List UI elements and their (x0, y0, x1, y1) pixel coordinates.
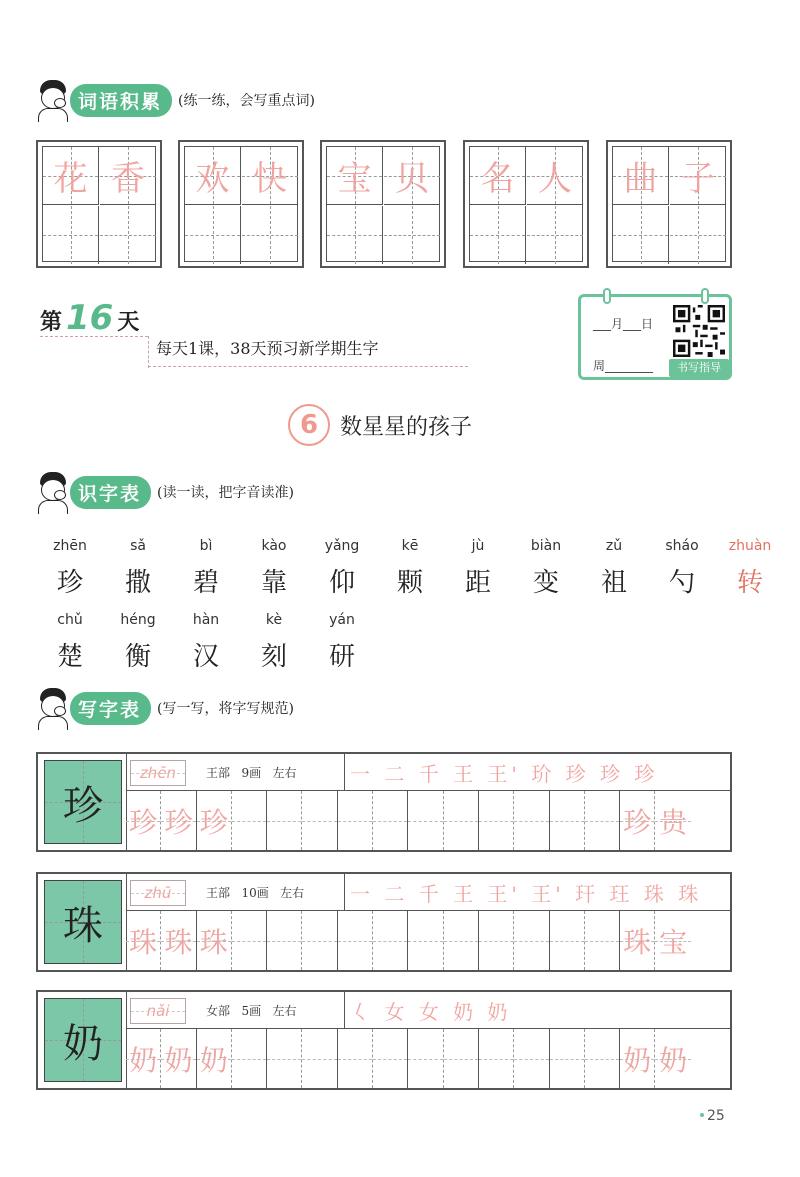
pinyin: jù (471, 538, 485, 554)
hanzi: 祖 (600, 568, 627, 598)
tian-cell[interactable] (613, 147, 669, 205)
reading-item (172, 538, 240, 599)
writing-row (36, 872, 732, 972)
practice-cell[interactable] (655, 911, 690, 970)
trace-char: 奶 (129, 1043, 158, 1077)
trace-char: 宝 (337, 159, 372, 199)
reading-item (580, 538, 648, 599)
pinyin: hàn (192, 612, 220, 628)
practice-cell[interactable] (373, 1029, 408, 1088)
practice-cell[interactable] (197, 911, 232, 970)
hanzi: 勺 (668, 568, 695, 598)
pinyin: zhū (144, 884, 172, 902)
section-label: 写字表 (70, 692, 151, 725)
tian-cell[interactable] (613, 206, 669, 264)
practice-cell[interactable] (408, 1029, 443, 1088)
practice-cell[interactable] (479, 911, 514, 970)
section-label: 词语积累 (70, 84, 172, 117)
practice-cell[interactable] (338, 911, 373, 970)
practice-cell[interactable] (620, 791, 655, 850)
practice-cell[interactable] (232, 911, 267, 970)
practice-cell[interactable] (373, 791, 408, 850)
practice-cell[interactable] (444, 1029, 479, 1088)
tian-cell[interactable] (670, 147, 726, 205)
practice-cell[interactable] (197, 1029, 232, 1088)
tian-cell[interactable] (670, 206, 726, 264)
pinyin: bì (199, 538, 213, 554)
reading-item (376, 538, 444, 599)
hanzi: 转 (736, 568, 763, 598)
tian-cell[interactable] (470, 206, 526, 264)
practice-cell[interactable] (585, 1029, 620, 1088)
pinyin: zhuàn (728, 538, 772, 554)
qr-label: 书写指导 (669, 359, 729, 377)
divider (40, 336, 148, 337)
hanzi: 距 (464, 568, 491, 598)
pinyin: héng (120, 612, 156, 628)
date-qr-badge (578, 294, 732, 380)
trace-char: 珍 (129, 805, 158, 839)
pinyin: kē (401, 538, 419, 554)
vocab-section-header (34, 78, 315, 122)
reading-item (240, 538, 308, 599)
day-heading (40, 298, 139, 338)
tian-cell[interactable] (185, 147, 241, 205)
trace-char: 宝 (659, 925, 688, 959)
pinyin: biàn (530, 538, 562, 554)
trace-char: 奶 (623, 1043, 652, 1077)
writing-section-header (34, 686, 294, 730)
day-number: 16 (66, 298, 114, 338)
trace-char: 珠 (199, 925, 228, 959)
day-slogan: 每天1课，38天预习新学期生字 (156, 339, 379, 358)
binder-ring-icon (603, 288, 611, 304)
hanzi: 仰 (328, 568, 355, 598)
tian-cell[interactable] (327, 206, 383, 264)
pinyin: nǎi (146, 1002, 170, 1020)
trace-char: 欢 (195, 159, 230, 199)
kid-mascot-icon (34, 78, 74, 122)
writing-row (36, 990, 732, 1090)
reading-item (104, 612, 172, 673)
practice-cell[interactable] (444, 791, 479, 850)
day-suffix: 天 (117, 310, 140, 335)
hanzi: 汉 (192, 642, 219, 672)
practice-cell[interactable] (267, 911, 302, 970)
practice-cells (126, 791, 730, 850)
practice-cell[interactable] (267, 791, 302, 850)
practice-cell[interactable] (620, 1029, 655, 1088)
practice-cells (126, 911, 730, 970)
hanzi: 刻 (260, 642, 287, 672)
tian-cell[interactable] (100, 147, 156, 205)
model-char: 珍 (63, 782, 103, 829)
tian-cell[interactable] (242, 147, 298, 205)
char-info: 女部 5画 左右 (206, 1004, 297, 1018)
model-char: 珠 (63, 902, 103, 949)
pinyin-box (130, 760, 186, 786)
practice-cell[interactable] (267, 1029, 302, 1088)
pinyin: zǔ (605, 538, 623, 554)
kid-mascot-icon (34, 470, 74, 514)
tian-cell[interactable] (43, 147, 99, 205)
stroke-order: 一 二 千 王 王' 王' 玕 玨 珠 珠 (350, 882, 703, 906)
trace-char: 贝 (395, 159, 429, 199)
trace-char: 曲 (623, 159, 658, 199)
reading-section-header (34, 470, 294, 514)
practice-cell[interactable] (655, 1029, 690, 1088)
dot-icon (700, 1113, 704, 1117)
reading-item (104, 538, 172, 599)
tian-cell[interactable] (384, 206, 440, 264)
practice-cell[interactable] (232, 1029, 267, 1088)
pinyin: chǔ (57, 612, 83, 628)
section-note: (写一写，将字写规范) (157, 701, 294, 717)
reading-item (36, 538, 104, 599)
reading-row (36, 612, 376, 673)
practice-cell[interactable] (550, 791, 585, 850)
pinyin: kè (265, 612, 283, 628)
trace-char: 奶 (199, 1043, 228, 1077)
trace-char: 奶 (659, 1043, 688, 1077)
binder-ring-icon (701, 288, 709, 304)
trace-char: 珍 (164, 805, 193, 839)
hanzi: 靠 (260, 568, 287, 598)
hanzi: 楚 (56, 642, 83, 672)
pinyin: sǎ (130, 538, 146, 554)
reading-item (308, 612, 376, 673)
practice-cell[interactable] (373, 911, 408, 970)
reading-item (172, 612, 240, 673)
practice-cell[interactable] (550, 1029, 585, 1088)
reading-item (512, 538, 580, 599)
reading-row (36, 538, 784, 599)
lesson-number: 6 (288, 404, 330, 446)
hanzi: 衡 (124, 642, 151, 672)
practice-cell[interactable] (338, 791, 373, 850)
practice-cell[interactable] (408, 911, 443, 970)
hanzi: 撒 (124, 568, 151, 598)
practice-cell[interactable] (161, 791, 196, 850)
section-note: (练一练，会写重点词) (178, 93, 315, 109)
practice-cell[interactable] (514, 911, 549, 970)
pinyin: yǎng (324, 538, 360, 554)
trace-char: 花 (53, 159, 88, 199)
reading-item (716, 538, 784, 599)
practice-cell[interactable] (161, 911, 196, 970)
hanzi: 研 (328, 642, 355, 672)
practice-cell[interactable] (514, 1029, 549, 1088)
trace-char: 珍 (623, 805, 652, 839)
tian-cell[interactable] (185, 206, 241, 264)
practice-cell[interactable] (197, 791, 232, 850)
trace-char: 人 (538, 159, 572, 199)
practice-cell[interactable] (585, 791, 620, 850)
practice-cell[interactable] (479, 1029, 514, 1088)
tian-cell[interactable] (384, 147, 440, 205)
kid-mascot-icon (34, 686, 74, 730)
pinyin: zhēn (139, 764, 177, 782)
practice-cell[interactable] (408, 791, 443, 850)
reading-item (444, 538, 512, 599)
tian-cell[interactable] (527, 147, 583, 205)
pinyin: yán (329, 612, 355, 628)
practice-cell[interactable] (126, 1029, 161, 1088)
section-label: 识字表 (70, 476, 151, 509)
reading-item (308, 538, 376, 599)
vocab-box (178, 140, 304, 268)
trace-char: 珍 (199, 805, 228, 839)
tian-cell[interactable] (43, 206, 99, 264)
tian-cell[interactable] (527, 206, 583, 264)
date-field[interactable]: ___月___日 (593, 317, 654, 331)
trace-char: 珠 (164, 925, 193, 959)
section-note: (读一读，把字音读准) (157, 485, 294, 501)
char-info: 王部 10画 左右 (206, 886, 305, 900)
tian-cell[interactable] (100, 206, 156, 264)
lesson-name: 数星星的孩子 (340, 414, 473, 440)
divider (148, 336, 149, 368)
trace-char: 珠 (623, 925, 652, 959)
day-prefix: 第 (40, 310, 63, 335)
reading-item (240, 612, 308, 673)
weekday-field[interactable]: 周________ (593, 359, 654, 373)
vocab-box (606, 140, 732, 268)
practice-cell[interactable] (585, 911, 620, 970)
hanzi: 颗 (396, 568, 423, 598)
char-info: 王部 9画 左右 (206, 766, 297, 780)
lesson-title (288, 404, 472, 446)
practice-cells (126, 1029, 730, 1088)
trace-char: 快 (253, 159, 287, 199)
hanzi: 变 (532, 568, 559, 598)
divider (148, 366, 468, 367)
practice-cell[interactable] (302, 911, 337, 970)
reading-item (36, 612, 104, 673)
tian-cell[interactable] (470, 147, 526, 205)
practice-cell[interactable] (444, 911, 479, 970)
hanzi: 碧 (192, 568, 219, 598)
practice-cell[interactable] (514, 791, 549, 850)
practice-cell[interactable] (126, 791, 161, 850)
qr-code-icon[interactable] (673, 305, 725, 357)
trace-char: 名 (480, 159, 515, 199)
reading-item (648, 538, 716, 599)
tian-cell[interactable] (327, 147, 383, 205)
model-char-box (44, 998, 122, 1082)
practice-cell[interactable] (655, 791, 690, 850)
vocab-box (320, 140, 446, 268)
pinyin-box (130, 880, 186, 906)
practice-cell[interactable] (620, 911, 655, 970)
model-char-box (44, 880, 122, 964)
stroke-order: 𡿨 女 女 奶 奶 (350, 1000, 512, 1024)
tian-cell[interactable] (242, 206, 298, 264)
trace-char: 香 (111, 159, 145, 199)
practice-cell[interactable] (126, 911, 161, 970)
pinyin-box (130, 998, 186, 1024)
model-char-box (44, 760, 122, 844)
practice-cell[interactable] (161, 1029, 196, 1088)
trace-char: 珠 (129, 925, 158, 959)
practice-cell[interactable] (232, 791, 267, 850)
practice-cell[interactable] (479, 791, 514, 850)
practice-cell[interactable] (550, 911, 585, 970)
writing-row (36, 752, 732, 852)
practice-cell[interactable] (302, 791, 337, 850)
model-char: 奶 (63, 1020, 103, 1067)
page-number-text: 25 (707, 1108, 725, 1124)
pinyin: zhēn (53, 538, 87, 554)
practice-cell[interactable] (302, 1029, 337, 1088)
trace-char: 贵 (659, 805, 688, 839)
stroke-order: 一 二 千 王 王' 玠 珍 珍 珍 (350, 762, 659, 786)
vocab-box (463, 140, 589, 268)
pinyin: sháo (665, 538, 699, 554)
page-number (700, 1108, 725, 1124)
vocab-box (36, 140, 162, 268)
practice-cell[interactable] (338, 1029, 373, 1088)
trace-char: 子 (681, 159, 715, 199)
trace-char: 奶 (164, 1043, 193, 1077)
hanzi: 珍 (56, 568, 83, 598)
pinyin: kào (261, 538, 287, 554)
